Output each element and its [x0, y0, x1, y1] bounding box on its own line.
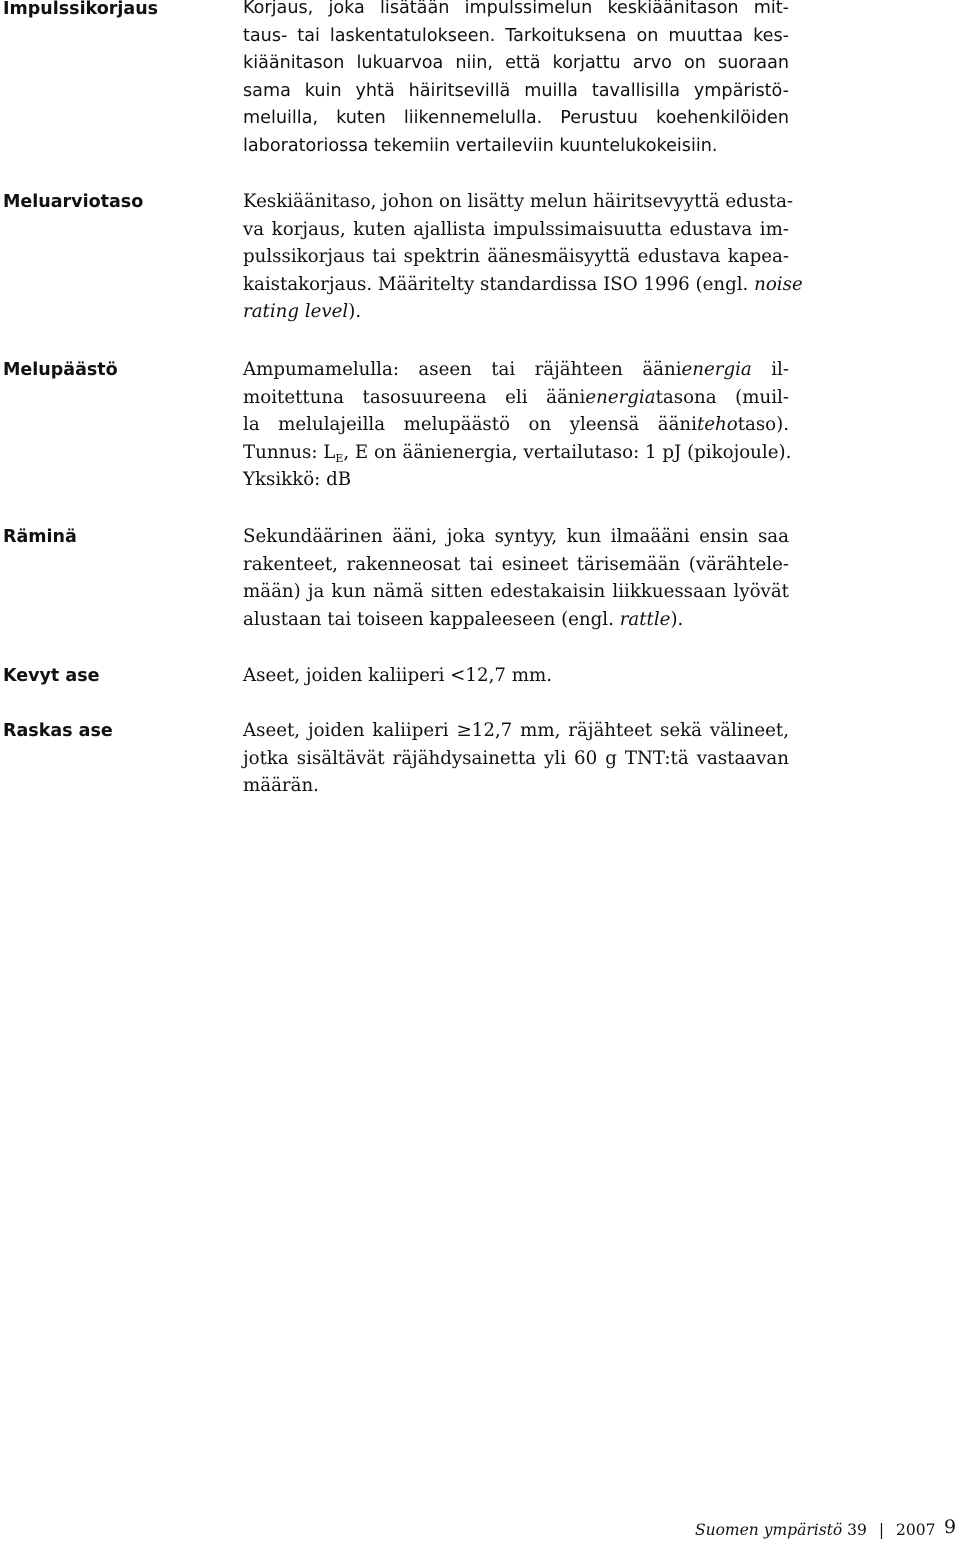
definition-line	[243, 298, 789, 326]
definition-line: sama kuin yhtä häiritsevillä muilla tavallisilla ympäristö-	[243, 80, 789, 101]
definition-line: jotka sisältävät räjähdysainetta yli 60 g TNT:tä vastaavan	[243, 747, 789, 769]
definition-kevyt-ase	[243, 662, 789, 690]
definition-line: laboratoriossa tekemiin vertaileviin kuuntelukokeisiin.	[243, 135, 718, 156]
definition-melupaasto	[243, 356, 792, 494]
definition-text: tasona (muil-	[655, 386, 790, 408]
definition-text: kaistakorjaus. Määritelty standardissa ISO 1996 (engl.	[243, 273, 749, 295]
definition-ramina	[243, 523, 789, 633]
footer-number: 39	[847, 1521, 867, 1539]
definition-line: taus- tai laskentatulokseen. Tarkoituksena on muuttaa kes-	[243, 25, 789, 46]
definition-text: il-	[771, 359, 789, 380]
definition-line: Yksikkö: dB	[243, 469, 352, 490]
definition-line: pulssikorjaus tai spektrin äänesmäisyyttä edustava kapea-	[243, 246, 789, 267]
page-footer	[695, 1519, 935, 1541]
term-raskas-ase: Raskas ase	[3, 721, 113, 741]
footer-separator: |	[878, 1521, 885, 1539]
term-meluarviotaso: Meluarviotaso	[3, 192, 144, 212]
definition-line: meluilla, kuten liikennemelulla. Perustuu koehenkilöiden	[243, 108, 789, 128]
definition-text: moitettuna tasosuureena eli ääni	[243, 386, 586, 408]
definition-text: taso).	[737, 414, 789, 435]
definition-line: mään) ja kun nämä sitten edestakaisin liikkuessaan lyövät	[243, 581, 789, 602]
definition-text: Ampumamelulla: aseen tai räjähteen ääni	[243, 359, 682, 380]
definition-text: la melulajeilla melupäästö on yleensä ääni	[243, 414, 697, 435]
term-impulssikorjaus: Impulssikorjaus	[3, 0, 159, 19]
definition-italic-term: rattle	[619, 608, 671, 630]
definition-text: ).	[670, 608, 684, 630]
term-melupaasto: Melupäästö	[3, 360, 118, 380]
definition-line: kiäänitason lukuarvoa niin, että korjattu arvo on suoraan	[243, 53, 789, 73]
footer-year: 2007	[896, 1521, 936, 1539]
definition-line: va korjaus, kuten ajallista impulssimaisuutta edustava im-	[243, 218, 789, 240]
definition-text: alustaan tai toiseen kappaleeseen (engl.	[243, 608, 614, 630]
term-kevyt-ase: Kevyt ase	[3, 666, 100, 686]
definition-italic-term: energia	[681, 359, 752, 380]
definition-text: Tunnus: L	[243, 441, 336, 463]
definition-line	[243, 439, 792, 467]
definition-text: , E on äänienergia, vertailutaso: 1 pJ (pikojoule).	[343, 441, 792, 463]
definition-italic-term: rating level	[243, 301, 349, 322]
definition-line: määrän.	[243, 775, 319, 796]
definition-line	[243, 411, 789, 439]
page-number: 9	[944, 1516, 957, 1538]
definition-italic-term: energia	[585, 386, 656, 408]
definition-line: rakenteet, rakenneosat tai esineet tärisemään (värähtele-	[243, 553, 789, 575]
definition-impulssikorjaus	[243, 0, 789, 160]
definition-line: Sekundäärinen ääni, joka syntyy, kun ilmaääni ensin saa	[243, 526, 789, 547]
definition-italic-term: noise	[754, 273, 803, 295]
definition-line: Aseet, joiden kaliiperi ≥12,7 mm, räjähteet sekä välineet,	[243, 720, 789, 741]
definition-italic-term: teho	[696, 414, 738, 435]
definition-raskas-ase	[243, 717, 789, 800]
footer-publication: Suomen ympäristö	[695, 1521, 843, 1539]
definition-meluarviotaso	[243, 188, 803, 326]
subscript: E	[335, 451, 344, 465]
definition-line: Korjaus, joka lisätään impulssimelun keskiäänitason mit-	[243, 0, 789, 18]
definition-line: Keskiäänitaso, johon on lisätty melun häiritsevyyttä edusta-	[243, 191, 794, 212]
definition-line	[243, 384, 789, 412]
definition-line	[243, 356, 789, 384]
term-ramina: Räminä	[3, 527, 77, 547]
definition-line	[243, 271, 803, 299]
definition-line: Aseet, joiden kaliiperi <12,7 mm.	[243, 665, 552, 686]
definition-line	[243, 606, 789, 634]
definition-text: ).	[348, 301, 362, 322]
